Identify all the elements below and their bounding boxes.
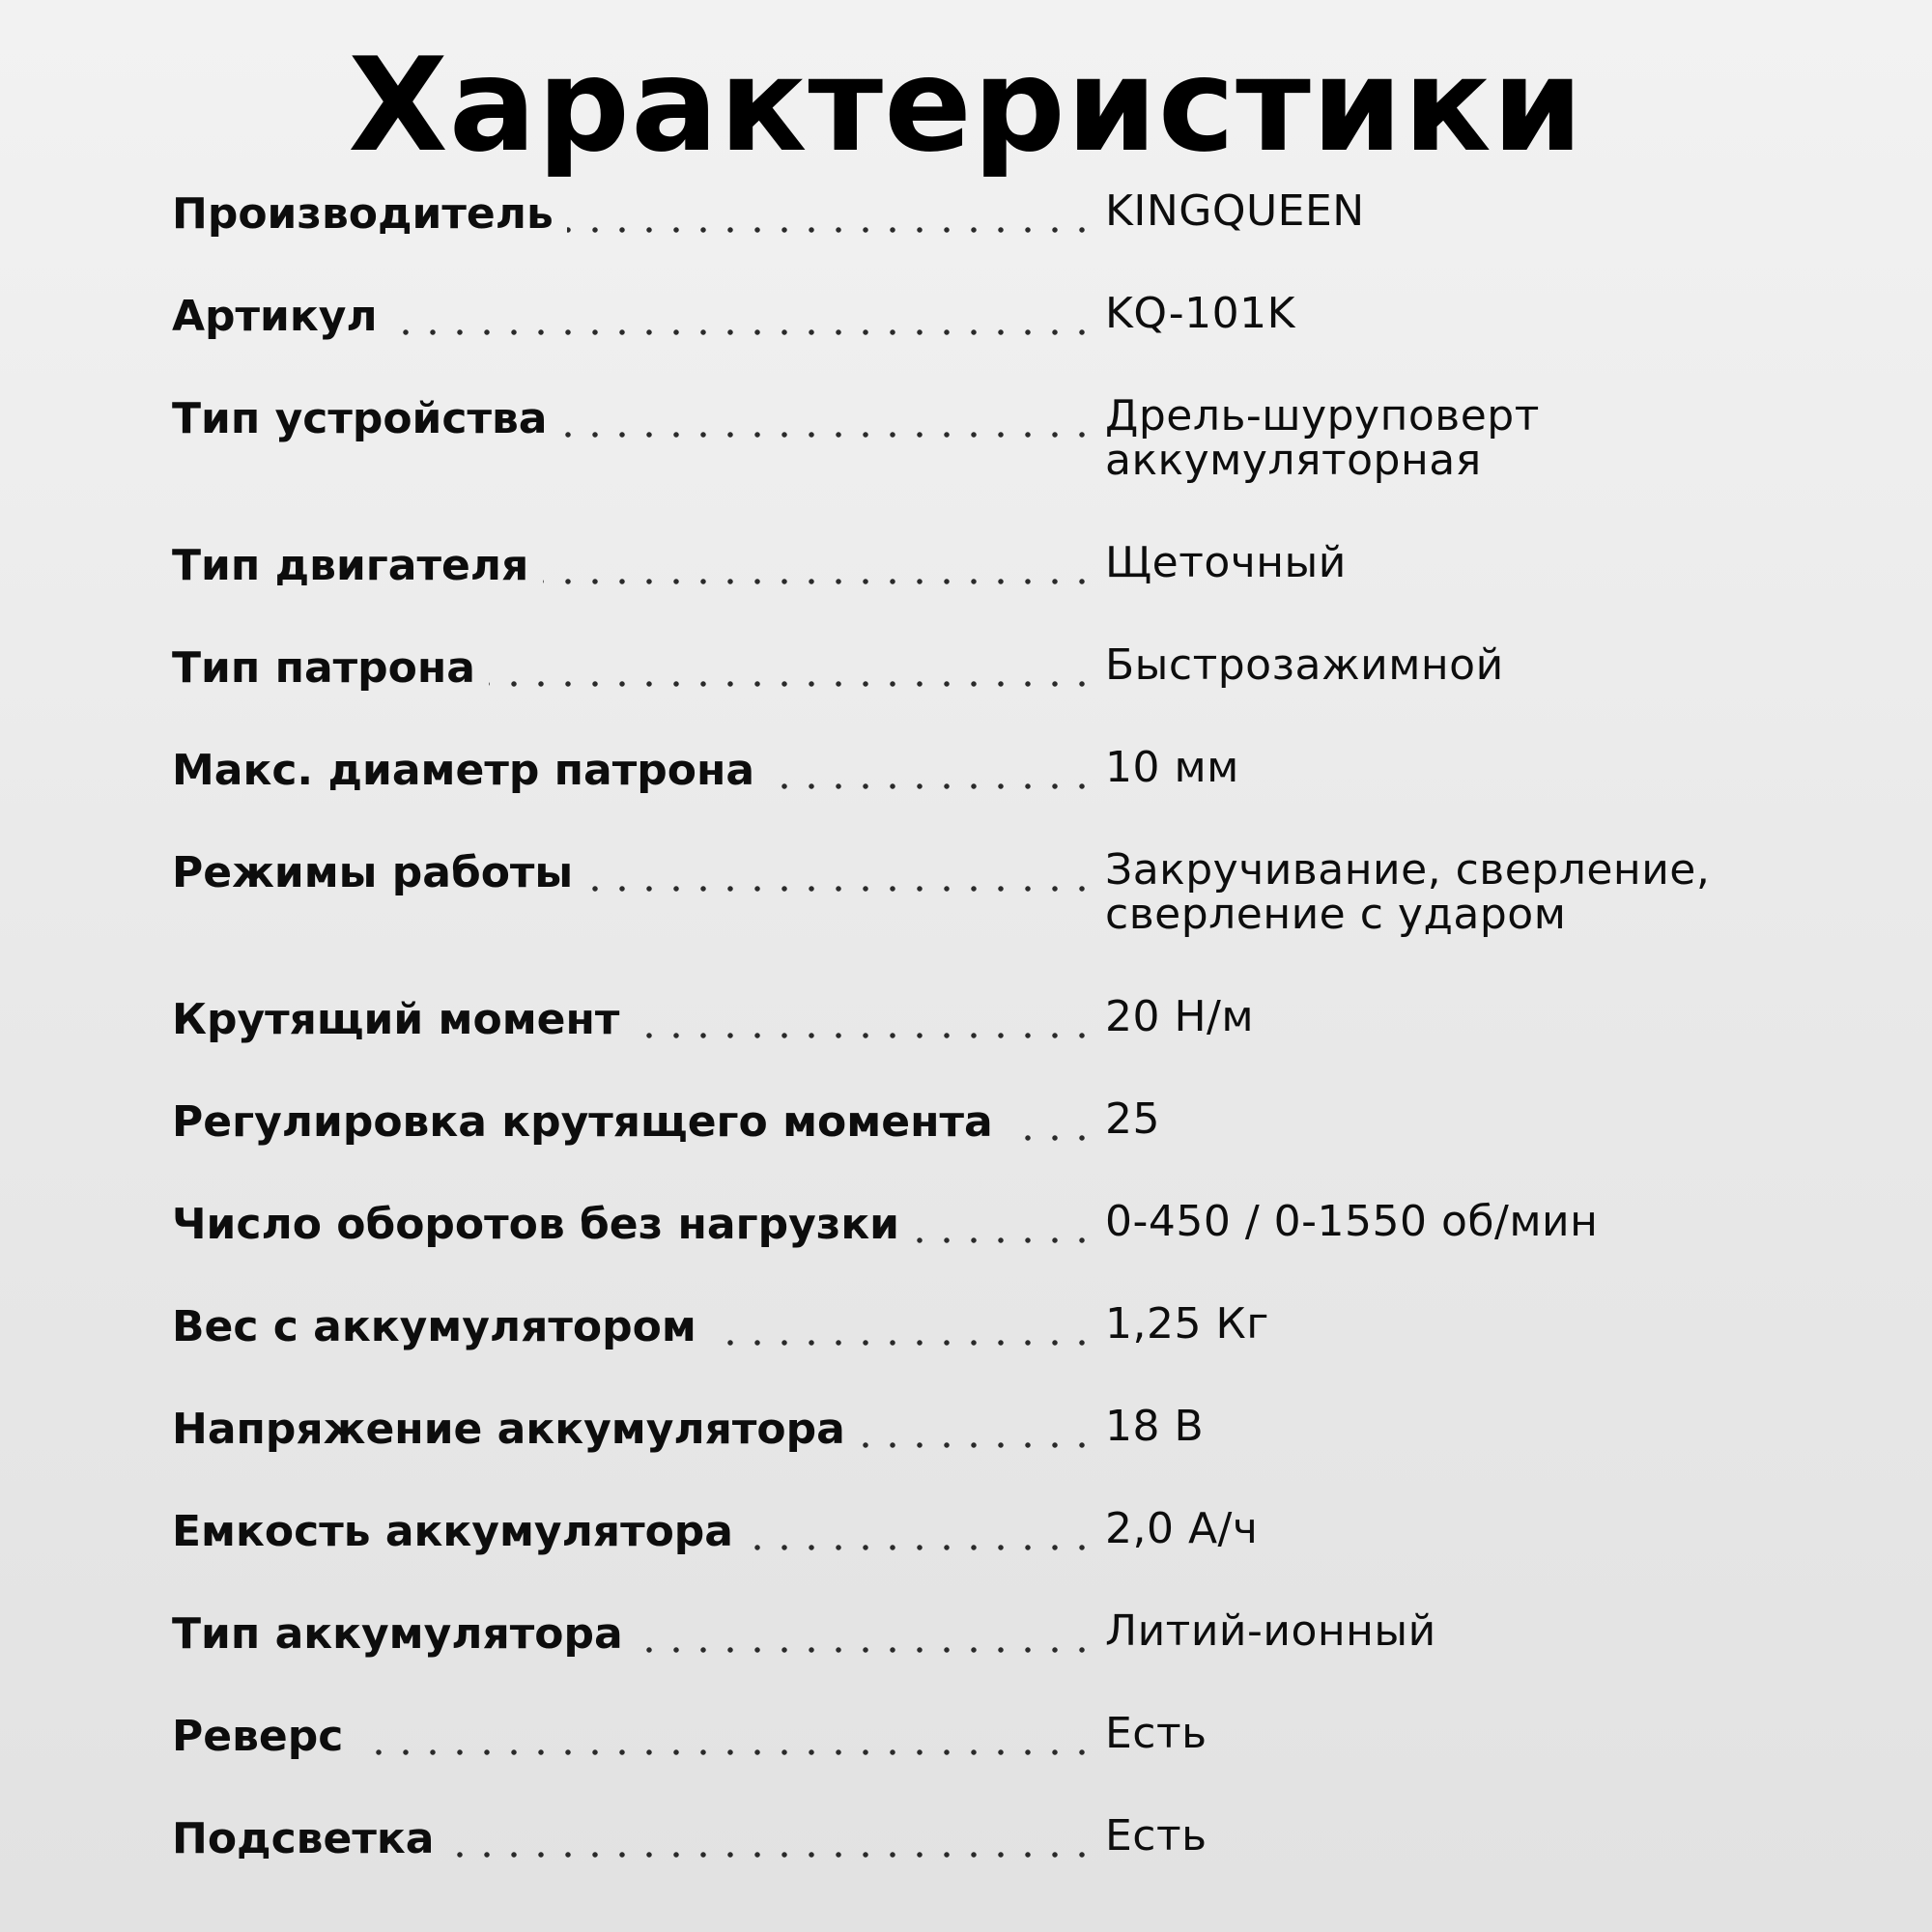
- spec-row: [172, 391, 1776, 500]
- spec-row: [172, 640, 1776, 750]
- dotted-leader: [567, 207, 1095, 236]
- spec-row: [172, 186, 1776, 296]
- spec-value-line: Дрель-шуруповерт: [1105, 391, 1540, 440]
- spec-value-line: 0-450 / 0-1550 об/мин: [1105, 1197, 1599, 1246]
- spec-row: [172, 1811, 1776, 1920]
- spec-row: [172, 1606, 1776, 1716]
- spec-value: [1105, 1299, 1269, 1349]
- spec-value-line: Литий-ионный: [1105, 1606, 1436, 1656]
- spec-label: Тип патрона: [172, 643, 475, 693]
- spec-label: Тип двигателя: [172, 541, 529, 590]
- spec-value: [1105, 1197, 1599, 1246]
- spec-label: Тип аккумулятора: [172, 1609, 623, 1659]
- spec-value: [1105, 640, 1504, 690]
- spec-row: [172, 538, 1776, 647]
- spec-label: Реверс: [172, 1712, 344, 1761]
- spec-label: Регулировка крутящего момента: [172, 1097, 993, 1147]
- spec-value-line: KINGQUEEN: [1105, 186, 1365, 236]
- spec-row: [172, 1094, 1776, 1204]
- spec-row: [172, 1299, 1776, 1408]
- spec-label: Подсветка: [172, 1814, 435, 1863]
- spec-value: [1105, 1402, 1205, 1451]
- spec-label: Режимы работы: [172, 848, 574, 897]
- spec-value-line: Есть: [1105, 1709, 1208, 1758]
- spec-row: [172, 289, 1776, 398]
- spec-row: [172, 845, 1776, 954]
- spec-value-line: 10 мм: [1105, 743, 1239, 792]
- spec-row: [172, 1402, 1776, 1511]
- spec-value: [1105, 845, 1711, 939]
- spec-value-line: Есть: [1105, 1811, 1208, 1861]
- dotted-leader: [634, 1012, 1095, 1041]
- spec-value: [1105, 1504, 1259, 1553]
- spec-value-line: 1,25 Кг: [1105, 1299, 1269, 1349]
- spec-label: Вес с аккумулятором: [172, 1302, 696, 1351]
- spec-row: [172, 743, 1776, 852]
- spec-value: [1105, 538, 1347, 587]
- spec-label: Тип устройства: [172, 394, 548, 443]
- spec-value-line: 2,0 А/ч: [1105, 1504, 1259, 1553]
- spec-value-line: Быстрозажимной: [1105, 640, 1504, 690]
- spec-value-line: сверление с ударом: [1105, 890, 1567, 939]
- dotted-leader: [747, 1524, 1095, 1553]
- dotted-leader: [489, 661, 1095, 690]
- spec-value: [1105, 1094, 1160, 1144]
- dotted-leader: [357, 1729, 1095, 1758]
- spec-value-line: 20 Н/м: [1105, 992, 1255, 1041]
- spec-row: [172, 1709, 1776, 1818]
- spec-label: Артикул: [172, 292, 378, 341]
- spec-value: [1105, 992, 1255, 1041]
- spec-value: [1105, 743, 1239, 792]
- spec-value-line: KQ-101K: [1105, 289, 1295, 338]
- spec-row: [172, 1197, 1776, 1306]
- spec-value-line: 18 В: [1105, 1402, 1205, 1451]
- spec-label: Крутящий момент: [172, 995, 620, 1044]
- spec-label: Напряжение аккумулятора: [172, 1405, 845, 1454]
- spec-label: Емкость аккумулятора: [172, 1507, 733, 1556]
- spec-value: [1105, 1811, 1208, 1861]
- spec-label: Число оборотов без нагрузки: [172, 1200, 900, 1249]
- dotted-leader: [543, 558, 1095, 587]
- page-title: Характеристики: [348, 30, 1584, 181]
- spec-value-line: Щеточный: [1105, 538, 1347, 587]
- spec-value-line: 25: [1105, 1094, 1160, 1144]
- dotted-leader: [587, 866, 1095, 895]
- dotted-leader: [561, 412, 1095, 440]
- dotted-leader: [391, 309, 1095, 338]
- spec-value: [1105, 1606, 1436, 1656]
- spec-value: [1105, 289, 1295, 338]
- spec-label: Производитель: [172, 189, 554, 239]
- spec-value-line: Закручивание, сверление,: [1105, 845, 1711, 895]
- dotted-leader: [710, 1320, 1095, 1349]
- spec-value: [1105, 186, 1365, 236]
- dotted-leader: [769, 763, 1095, 792]
- spec-label: Макс. диаметр патрона: [172, 746, 755, 795]
- dotted-leader: [914, 1217, 1095, 1246]
- spec-value: [1105, 1709, 1208, 1758]
- spec-value-line: аккумуляторная: [1105, 436, 1482, 485]
- dotted-leader: [859, 1422, 1095, 1451]
- spec-row: [172, 992, 1776, 1101]
- spec-value: [1105, 391, 1540, 485]
- spec-row: [172, 1504, 1776, 1613]
- dotted-leader: [448, 1832, 1095, 1861]
- dotted-leader: [637, 1627, 1095, 1656]
- dotted-leader: [1007, 1115, 1095, 1144]
